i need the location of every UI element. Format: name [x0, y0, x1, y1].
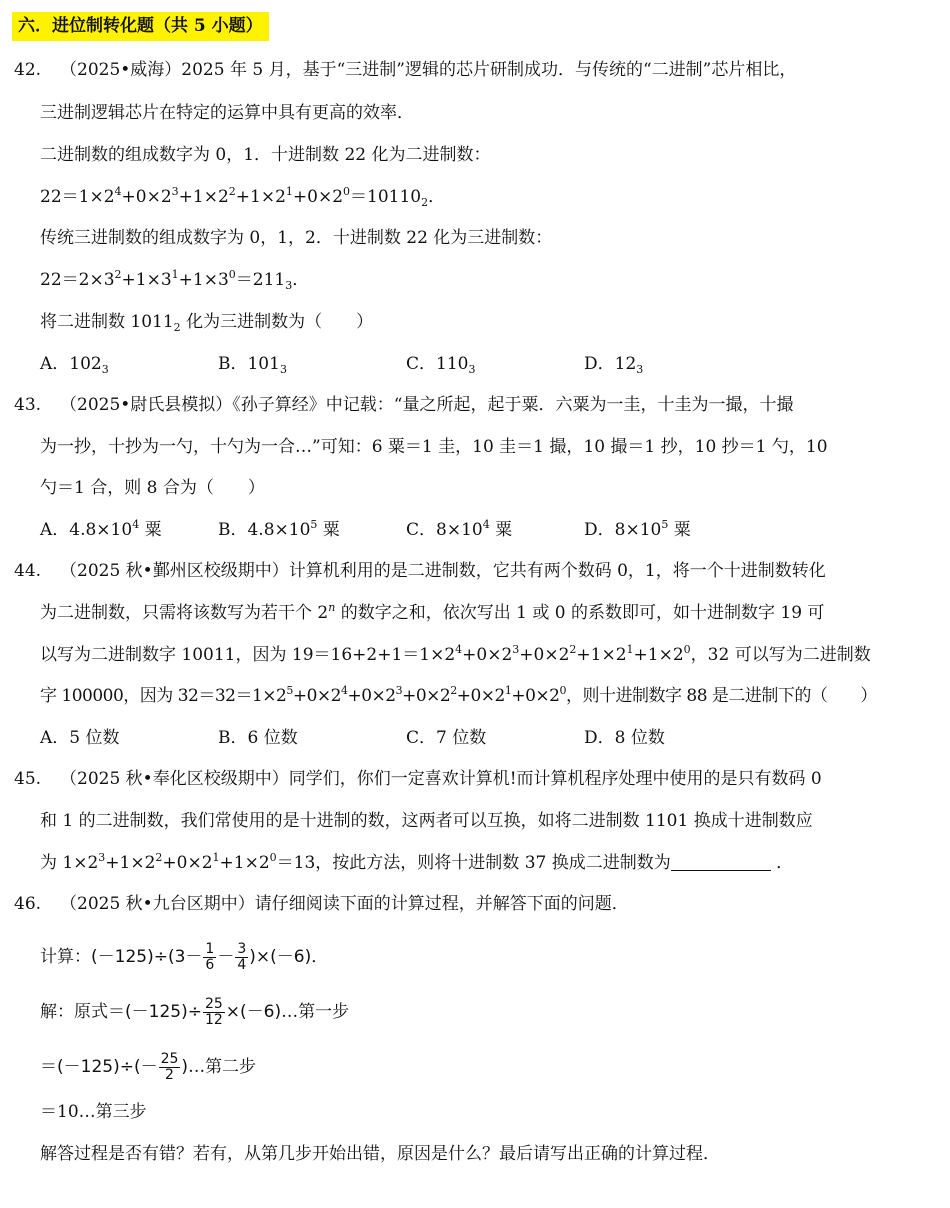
q44-option-c[interactable]: C．7 位数 [406, 728, 487, 748]
q44-line3: 以写为二进制数字 10011，因为 $19=16+2+1=1\times 2^4+0\times 2^3+0\times 2^2+1\times 2^1+1\times 2^0$，32 可以写为二进制数 [40, 643, 871, 665]
q42-line2: 三进制逻辑芯片在特定的运算中具有更高的效率． [40, 103, 414, 123]
q42-question: 将二进制数 $1011_2$ 化为三进制数为（ ） [40, 312, 374, 334]
q43-option-c[interactable]: C．$8\times 10^4$ 粟 [406, 518, 513, 540]
q45-line2: 和 1 的二进制数，我们常使用的是十进制的数，这两者可以互换，如将二进制数 1101 换成十进制数应 [40, 811, 813, 831]
q42-option-a[interactable]: A．$102_3$ [40, 354, 109, 376]
q43-number: 43. [14, 395, 42, 415]
q46-number: 46. [14, 894, 42, 914]
q44-option-d[interactable]: D．8 位数 [584, 728, 665, 748]
q42-line3: 二进制数的组成数字为 0，1．十进制数 22 化为二进制数： [40, 145, 491, 165]
q42-line5: 传统三进制数的组成数字为 0，1，2．十进制数 22 化为三进制数： [40, 228, 553, 248]
q44-line4: 字 100000，因为 $32=32=1\times 2^5+0\times 2^4+0\times 2^3+0\times 2^2+0\times 2^1+0\times 2^0$，则十进制数字 88 是二进制下的（ ） [40, 684, 877, 706]
q43-line3: 勺＝1 合，则 8 合为（ ） [40, 478, 265, 498]
q43-option-b[interactable]: B．$4.8\times 10^5$ 粟 [218, 518, 340, 540]
q44-line1: （2025 秋•鄞州区校级期中）计算机利用的是二进制数，它共有两个数码 0，1，将一个十进制数转化 [60, 561, 826, 581]
q42-equation1: $22=1\times 2^4+0\times 2^3+1\times 2^2+1\times 2^1+0\times 2^0=10110_2$． [40, 185, 446, 209]
q42-number: 42. [14, 60, 42, 80]
section-title: 六．进位制转化题（共 5 小题） [12, 12, 269, 41]
q44-option-b[interactable]: B．6 位数 [218, 728, 298, 748]
q42-equation2: $22=2\times 3^2+1\times 3^1+1\times 3^0=211_3$． [40, 268, 310, 292]
q46-line1: （2025 秋•九台区期中）请仔细阅读下面的计算过程，并解答下面的问题． [60, 894, 629, 914]
q43-line2: 为一抄，十抄为一勺，十勺为一合…”可知：6 粟＝1 圭，10 圭＝1 撮，10 撮＝1 抄，10 抄＝1 勺，10 [40, 437, 828, 457]
q45-number: 45. [14, 769, 42, 789]
q45-line3: 为 $1\times 2^3+1\times 2^2+0\times 2^1+1\times 2^0=13$，按此方法，则将十进制数 37 换成二进制数为 ． [40, 851, 794, 873]
q44-line2: 为二进制数，只需将该数写为若干个 2$^n$ 的数字之和，依次写出 1 或 0 的系数即可，如十进制数字 19 可 [40, 601, 825, 623]
q46-step1: 解：原式＝(－125)÷ $\frac{25}{12}$ ×(－6)…第一步 [40, 996, 350, 1028]
q46-step3: ＝10…第三步 [40, 1102, 147, 1122]
q44-number: 44. [14, 561, 42, 581]
q42-option-b[interactable]: B．$101_3$ [218, 354, 287, 376]
q42-line1: （2025•威海）2025 年 5 月，基于“三进制”逻辑的芯片研制成功．与传统的“二进制”芯片相比， [60, 60, 797, 80]
q46-question: 解答过程是否有错？若有，从第几步开始出错，原因是什么？最后请写出正确的计算过程． [40, 1144, 720, 1164]
q42-option-c[interactable]: C．$110_3$ [406, 354, 476, 376]
q46-step2: ＝(－125)÷(－ $\frac{25}{2}$ )…第二步 [40, 1051, 257, 1083]
q42-option-d[interactable]: D．$12_3$ [584, 354, 644, 376]
q46-calculation: 计算：(－125)÷(3－ $\frac{1}{6}$ － $\frac{3}{4}$ )×(－6)． [40, 941, 329, 973]
answer-blank[interactable] [671, 852, 771, 871]
q45-line1: （2025 秋•奉化区校级期中）同学们，你们一定喜欢计算机!而计算机程序处理中使用的是只有数码 0 [60, 769, 822, 789]
q44-option-a[interactable]: A．5 位数 [40, 728, 120, 748]
q43-line1: （2025•尉氏县模拟）《孙子算经》中记载：“量之所起，起于粟．六粟为一圭，十圭为一撮，十撮 [60, 395, 794, 415]
q43-option-d[interactable]: D．$8\times 10^5$ 粟 [584, 518, 691, 540]
q43-option-a[interactable]: A．$4.8\times 10^4$ 粟 [40, 518, 162, 540]
